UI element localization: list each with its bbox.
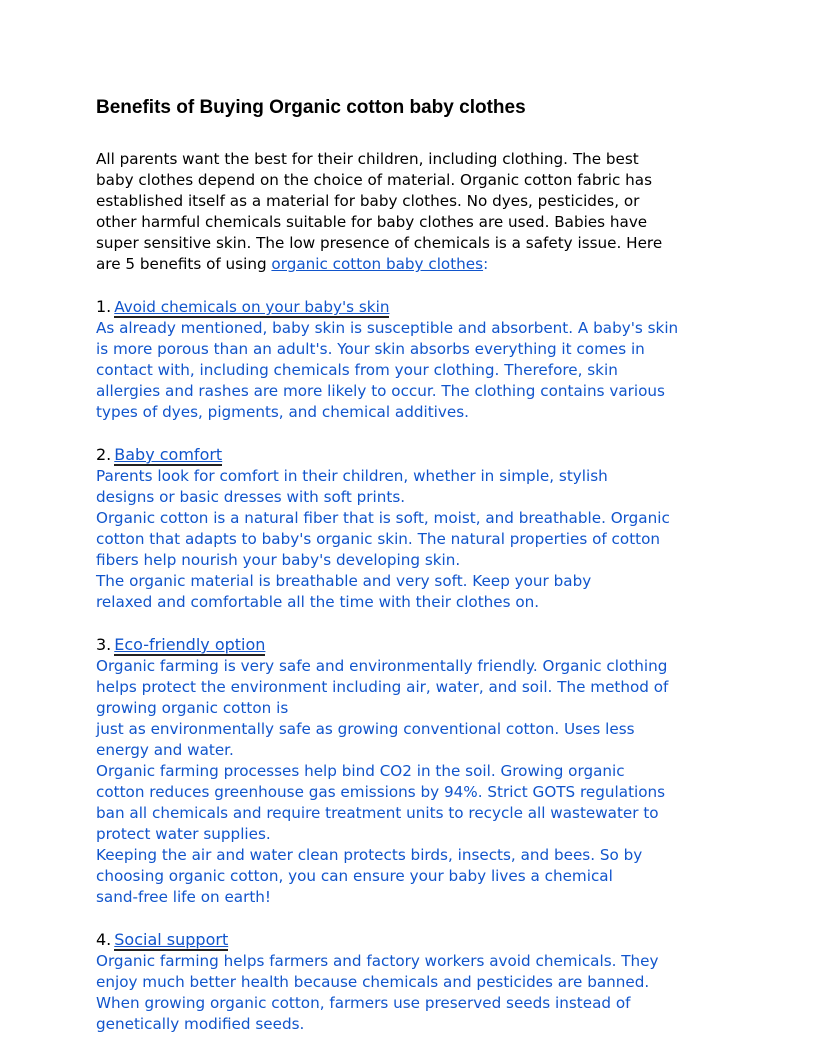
section-paragraph: Organic farming is very safe and environmentally friendly. Organic clothing helps protect the environment including air, water, and soil. The method of growing organic cotton is — [96, 657, 669, 717]
section-heading — [96, 634, 720, 656]
section-paragraph: just as environmentally safe as growing conventional cotton. Uses less energy and water. — [96, 720, 635, 759]
section-heading-link[interactable]: Baby comfort — [114, 445, 223, 464]
intro-text: All parents want the best for their children, including clothing. The best baby clothes depend on the choice of material. Organic cotton fabric has established itself as a material for baby clothes. No dyes, pesticides, or other harmful chemicals suitable for baby clothes are used. Babies have super sensitive skin. The low presence of chemicals is a safety issue. Here are 5 benefits of using — [96, 150, 663, 273]
section-heading-link[interactable]: Social support — [114, 930, 229, 949]
section-paragraph: Parents look for comfort in their children, whether in simple, stylish designs or basic dresses with soft prints. — [96, 467, 608, 506]
organic-cotton-baby-clothes-link[interactable]: organic cotton baby clothes — [271, 255, 484, 273]
section-heading-link[interactable]: Avoid chemicals on your baby's skin — [114, 298, 390, 316]
section-2 — [96, 444, 720, 613]
section-body — [96, 466, 720, 613]
section-3 — [96, 634, 720, 908]
section-body — [96, 951, 720, 1035]
section-1 — [96, 296, 720, 423]
page-title: Benefits of Buying Organic cotton baby clothes — [96, 97, 526, 118]
section-paragraph: The organic material is breathable and very soft. Keep your baby relaxed and comfortable all the time with their clothes on. — [96, 572, 592, 611]
section-heading — [96, 296, 720, 318]
section-number: 2. — [96, 445, 112, 464]
section-4 — [96, 929, 720, 1035]
section-number: 1. — [96, 297, 112, 316]
section-body — [96, 656, 720, 908]
section-number: 4. — [96, 930, 112, 949]
section-number: 3. — [96, 635, 112, 654]
section-heading — [96, 929, 720, 951]
section-body — [96, 318, 720, 423]
section-paragraph: As already mentioned, baby skin is susceptible and absorbent. A baby's skin is more porous than an adult's. Your skin absorbs everything it comes in contact with, including chemicals from your clothing. Therefore, skin allergies and rashes are more likely to occur. The clothing contains various types of dyes, pigments, and chemical additives. — [96, 319, 679, 421]
section-paragraph: Organic farming helps farmers and factory workers avoid chemicals. They enjoy much better health because chemicals and pesticides are banned. When growing organic cotton, farmers use preserved seeds instead of genetically modified seeds. — [96, 952, 659, 1033]
section-heading — [96, 444, 720, 466]
section-paragraph: Keeping the air and water clean protects birds, insects, and bees. So by choosing organic cotton, you can ensure your baby lives a chemical sand-free life on earth! — [96, 846, 643, 906]
document-page — [96, 96, 720, 1035]
section-paragraph: Organic farming processes help bind CO2 in the soil. Growing organic cotton reduces greenhouse gas emissions by 94%. Strict GOTS regulations ban all chemicals and require treatment units to recycle all wastewater to protect water supplies. — [96, 762, 666, 843]
intro-paragraph — [96, 149, 720, 275]
section-paragraph: Organic cotton is a natural fiber that is soft, moist, and breathable. Organic cotton that adapts to baby's organic skin. The natural properties of cotton fibers help nourish your baby's developing skin. — [96, 509, 670, 569]
intro-colon: : — [483, 255, 489, 273]
section-heading-link[interactable]: Eco-friendly option — [114, 635, 266, 654]
